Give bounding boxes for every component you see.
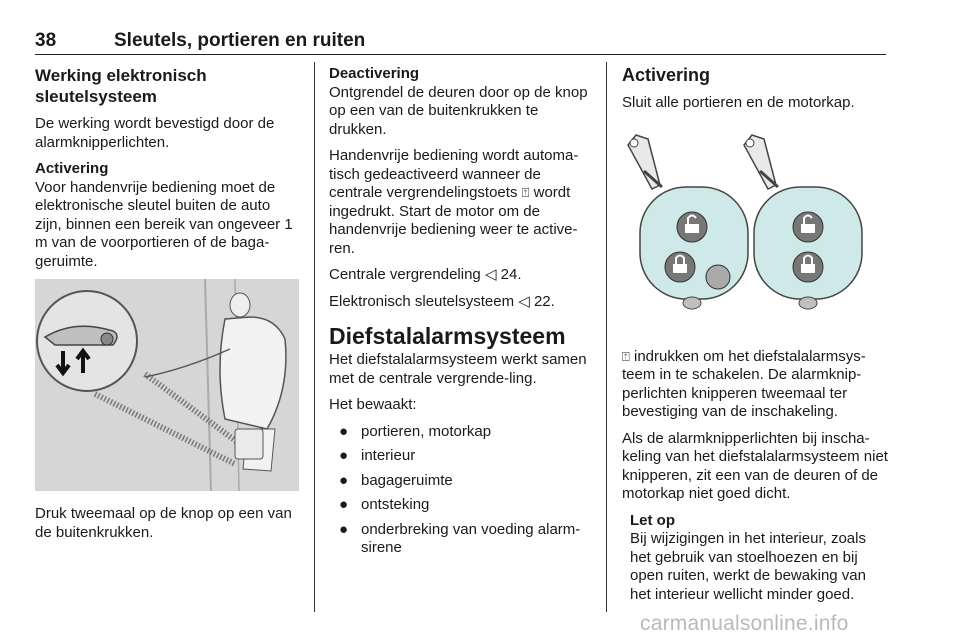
alarm-activation-heading: Activering — [622, 65, 711, 85]
page-header — [35, 30, 886, 55]
monitored-items-list — [329, 423, 594, 558]
section-heading-electronic-key: Werking elektronisch sleutelsysteem — [35, 66, 207, 106]
page-ref-number: 24 — [500, 266, 518, 283]
section-heading-alarm: Diefstalalarmsysteem — [329, 323, 566, 349]
intro-paragraph: De werking wordt bevestigd door de alarmknipperlichten. — [35, 115, 275, 151]
door-handle-illustration — [35, 279, 299, 491]
figure-caption: Druk tweemaal op de knop op een van de buitenkrukken. — [35, 505, 292, 541]
activation-heading: Activering — [35, 160, 109, 177]
note-paragraph: Bij wijzigingen in het interieur, zoals het gebruik van stoelhoezen en bij open ruiten, werkt de bewaking van het interieur wellicht minder goed. — [630, 530, 866, 603]
column-divider-2 — [606, 62, 607, 612]
column-divider-1 — [314, 62, 315, 612]
page-ref-arrow-icon: ◁ — [518, 292, 530, 310]
door-handle-drawing — [35, 279, 299, 491]
key-fob-illustration — [622, 121, 886, 336]
page-ref-arrow-icon: ◁ — [484, 266, 497, 283]
lock-button-icon: ⍐ — [622, 348, 630, 364]
warning-paragraph: Als de alarmknipperlichten bij inscha-keling van het diefstalalarmsysteem niet knipperen, zit een van de deuren of de motorkap niet goed dicht. — [622, 429, 888, 502]
page-ref-number: 22 — [533, 292, 551, 310]
alarm-intro: Het diefstalalarmsysteem werkt samen met de centrale vergrende-ling. — [329, 351, 587, 387]
note-box — [622, 512, 888, 605]
press-lock-paragraph: ⍐ indrukken om het diefstalalarmsys-teem in te schakelen. De alarmknip-perlichten knipperen tweemaal ter bevestiging van de inschakeling. — [622, 347, 866, 420]
list-item: ● interieur — [339, 447, 416, 464]
page-title: Sleutels, portieren en ruiten — [114, 30, 366, 51]
central-lock-icon: ⍐ — [521, 185, 530, 200]
column-1 — [35, 65, 300, 550]
page-number: 38 — [35, 30, 57, 51]
column-2 — [329, 65, 594, 564]
column-3 — [622, 65, 888, 612]
list-item: ● onderbreking van voeding alarm-sirene — [339, 520, 581, 556]
watermark: carmanualsonline.info — [640, 612, 849, 635]
reference-electronic-key: Elektronisch sleutelsysteem ◁ 22. — [329, 292, 555, 310]
monitors-label: Het bewaakt: — [329, 396, 417, 413]
deactivation-heading: Deactivering — [329, 65, 420, 82]
handsfree-paragraph: Handenvrije bediening wordt automa-tisch gedeactiveerd wanneer de centrale vergrendelingstoets ⍐ wordt ingedrukt. Start de motor om de handenvrije bediening weer te active-ren. — [329, 147, 579, 257]
list-item: ● ontsteking — [339, 496, 430, 513]
activation-paragraph: Voor handenvrije bediening moet de elektronische sleutel buiten de auto zijn, binnen een bereik van ongeveer 1 m van de voorportieren of de baga-geruimte. — [35, 178, 293, 270]
list-item: ● bagageruimte — [339, 471, 453, 489]
key-fob-drawing — [622, 121, 886, 336]
list-item: ● portieren, motorkap — [339, 422, 492, 440]
note-heading: Let op — [630, 511, 675, 529]
close-doors-paragraph: Sluit alle portieren en de motorkap. — [622, 94, 855, 111]
reference-central-locking: Centrale vergrendeling ◁ 24. — [329, 266, 522, 283]
deactivation-paragraph: Ontgrendel de deuren door op de knop op een van de buitenkrukken te drukken. — [329, 83, 588, 138]
